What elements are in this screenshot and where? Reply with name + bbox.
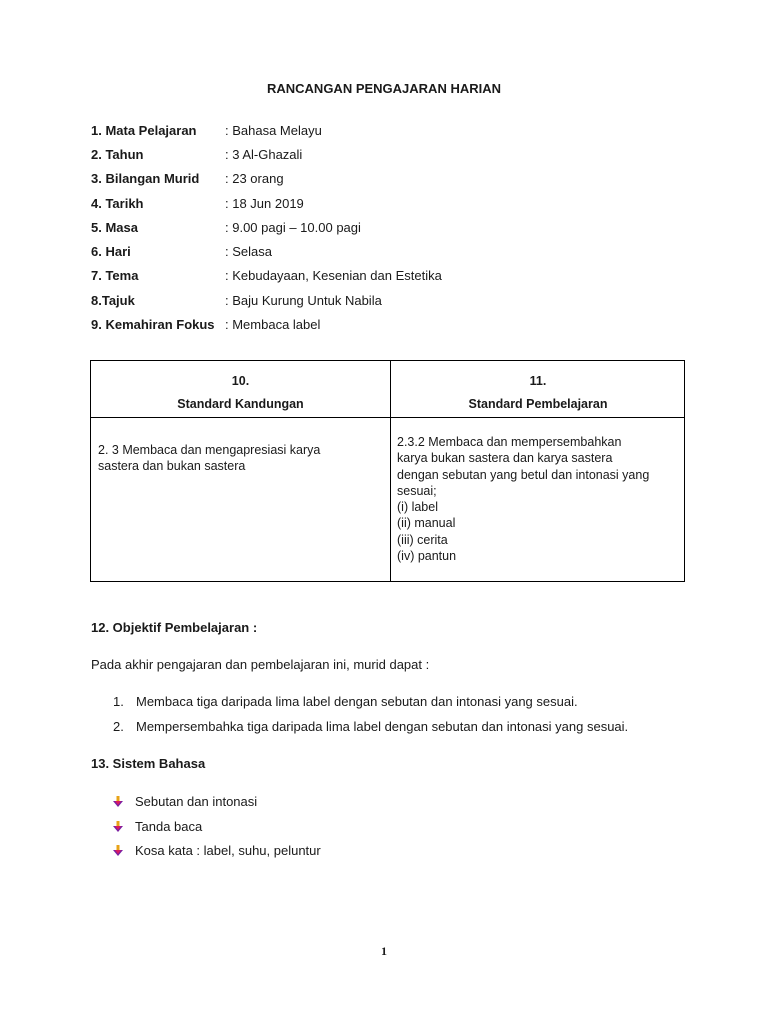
cell-line: 2.3.2 Membaca dan mempersembahkan [397, 435, 622, 449]
header-label: Standard Pembelajaran [468, 397, 608, 411]
cell-line: (iv) pantun [397, 549, 457, 564]
info-value: : Baju Kurung Untuk Nabila [225, 292, 382, 308]
arrow-down-bullet-icon [113, 796, 123, 807]
info-label: 9. Kemahiran Fokus [91, 317, 215, 333]
list-number: 1. [113, 694, 124, 709]
info-value: : 18 Jun 2019 [225, 195, 304, 211]
info-row-skill [91, 312, 442, 336]
header-label: Standard Kandungan [177, 397, 304, 411]
cell-line: sastera dan bukan sastera [98, 459, 246, 474]
cell-line: sesuai; [397, 483, 437, 498]
info-label: 7. Tema [91, 268, 139, 284]
objective-heading: 12. Objektif Pembelajaran : [91, 620, 258, 635]
standards-table [90, 360, 685, 582]
list-text: Membaca tiga daripada lima label dengan sebutan dan intonasi yang sesuai. [136, 694, 578, 709]
bullet-item [113, 819, 202, 834]
learning-standard-cell [397, 434, 681, 564]
arrow-down-bullet-icon [113, 845, 123, 856]
info-row-day [91, 239, 442, 263]
info-value: : 23 orang [225, 171, 284, 187]
info-value: : Kebudayaan, Kesenian dan Estetika [225, 268, 442, 284]
info-row-theme [91, 264, 442, 288]
cell-line: (iii) cerita [397, 532, 448, 547]
info-row-date [91, 191, 442, 215]
header-number: 11. [529, 374, 547, 388]
lesson-info [91, 118, 442, 337]
info-label: 4. Tarikh [91, 195, 144, 211]
bullet-item [113, 794, 257, 809]
info-label: 1. Mata Pelajaran [91, 122, 197, 138]
arrow-down-bullet-icon [113, 821, 123, 832]
cell-line: karya bukan sastera dan karya sastera [397, 451, 613, 466]
table-header-content-standard [91, 370, 390, 416]
info-label: 6. Hari [91, 244, 131, 260]
table-header-learning-standard [391, 370, 685, 416]
info-value: : 9.00 pagi – 10.00 pagi [225, 219, 361, 235]
objective-item [113, 719, 628, 734]
language-system-heading: 13. Sistem Bahasa [91, 756, 206, 771]
info-label: 5. Masa [91, 219, 138, 235]
info-label: 8.Tajuk [91, 292, 135, 308]
info-row-year [91, 142, 442, 166]
cell-line: 2. 3 Membaca dan mengapresiasi karya [98, 443, 321, 457]
info-row-subject [91, 118, 442, 142]
content-standard-cell [98, 442, 383, 475]
info-label: 3. Bilangan Murid [91, 171, 200, 187]
page-number: 1 [381, 944, 387, 958]
bullet-text: Sebutan dan intonasi [135, 794, 258, 809]
info-value: : Bahasa Melayu [225, 122, 322, 138]
cell-line: (ii) manual [397, 516, 456, 531]
table-divider-horizontal [91, 417, 684, 418]
cell-line: (i) label [397, 500, 438, 515]
bullet-text: Kosa kata : label, suhu, peluntur [135, 843, 321, 858]
info-value: : Selasa [225, 244, 272, 260]
bullet-item [113, 843, 321, 858]
info-value: : 3 Al-Ghazali [225, 146, 303, 162]
info-row-topic [91, 288, 442, 312]
objective-intro: Pada akhir pengajaran dan pembelajaran ini, murid dapat : [91, 657, 430, 672]
list-number: 2. [113, 719, 124, 734]
info-row-time [91, 215, 442, 239]
bullet-text: Tanda baca [135, 819, 203, 834]
info-label: 2. Tahun [91, 146, 144, 162]
header-number: 10. [231, 374, 250, 388]
info-value: : Membaca label [225, 317, 321, 333]
info-row-students [91, 167, 442, 191]
objective-item [113, 694, 578, 709]
list-text: Mempersembahka tiga daripada lima label dengan sebutan dan intonasi yang sesuai. [136, 719, 629, 734]
cell-line: dengan sebutan yang betul dan intonasi yang [397, 467, 650, 482]
document-title: RANCANGAN PENGAJARAN HARIAN [266, 81, 501, 96]
